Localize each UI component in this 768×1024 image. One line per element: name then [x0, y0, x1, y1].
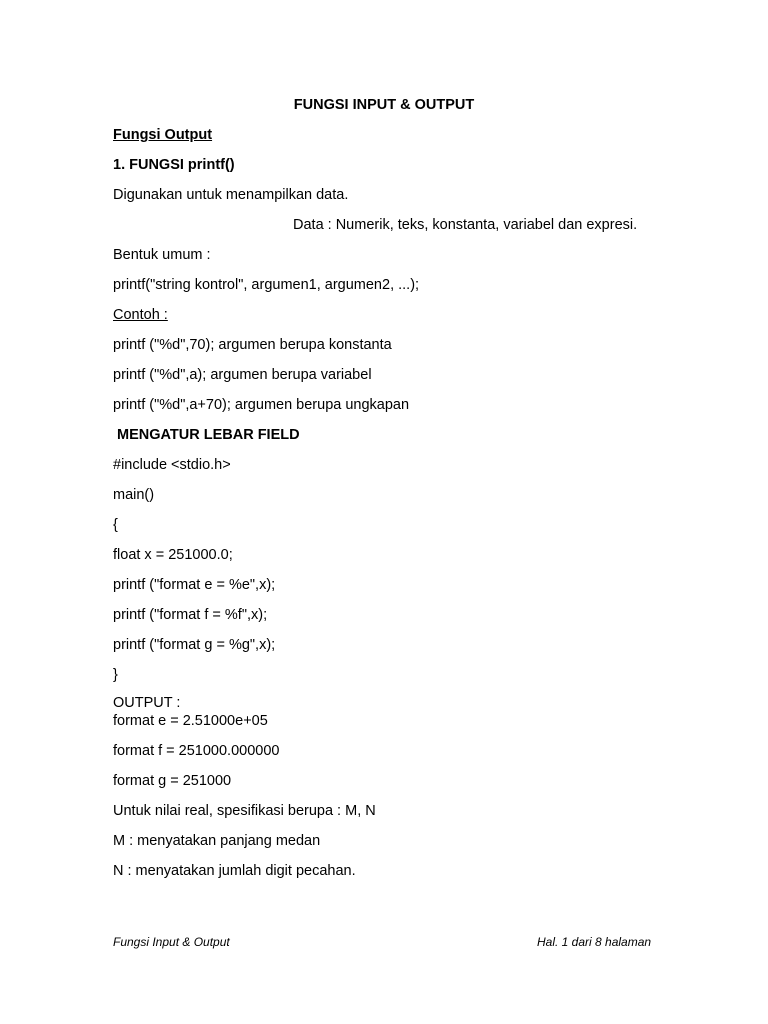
example-line: printf ("%d",70); argumen berupa konstanta — [113, 337, 392, 353]
code-line: main() — [113, 487, 155, 503]
code-line: float x = 251000.0; — [113, 547, 233, 563]
data-types-text: Data : Numerik, teks, konstanta, variabel dan expresi. — [293, 217, 638, 233]
code-line: { — [113, 517, 118, 533]
output-line: format g = 251000 — [113, 773, 232, 789]
code-line: } — [113, 667, 118, 683]
field-width-heading: MENGATUR LEBAR FIELD — [117, 427, 300, 443]
footer-page-number: Hal. 1 dari 8 halaman — [537, 935, 652, 949]
note-line: N : menyatakan jumlah digit pecahan. — [113, 863, 356, 879]
subsection-heading: 1. FUNGSI printf() — [113, 157, 235, 173]
page-title: FUNGSI INPUT & OUTPUT — [293, 97, 475, 113]
note-line: Untuk nilai real, spesifikasi berupa : M, N — [113, 803, 376, 819]
code-line: printf ("format g = %g",x); — [113, 637, 276, 653]
section-heading: Fungsi Output — [113, 127, 213, 143]
footer-left: Fungsi Input & Output — [113, 935, 230, 949]
example-line: printf ("%d",a+70); argumen berupa ungkapan — [113, 397, 410, 413]
intro-text: Digunakan untuk menampilkan data. — [113, 187, 349, 203]
code-line: printf ("format e = %e",x); — [113, 577, 276, 593]
note-line: M : menyatakan panjang medan — [113, 833, 321, 849]
code-line: printf ("format f = %f",x); — [113, 607, 268, 623]
general-form-code: printf("string kontrol", argumen1, argumen2, ...); — [113, 277, 420, 293]
code-line: #include <stdio.h> — [113, 457, 231, 473]
examples-label: Contoh : — [113, 307, 168, 323]
example-line: printf ("%d",a); argumen berupa variabel — [113, 367, 372, 383]
output-label: OUTPUT : — [113, 695, 181, 711]
general-form-label: Bentuk umum : — [113, 247, 211, 263]
output-line: format f = 251000.000000 — [113, 743, 280, 759]
output-line: format e = 2.51000e+05 — [113, 713, 268, 729]
